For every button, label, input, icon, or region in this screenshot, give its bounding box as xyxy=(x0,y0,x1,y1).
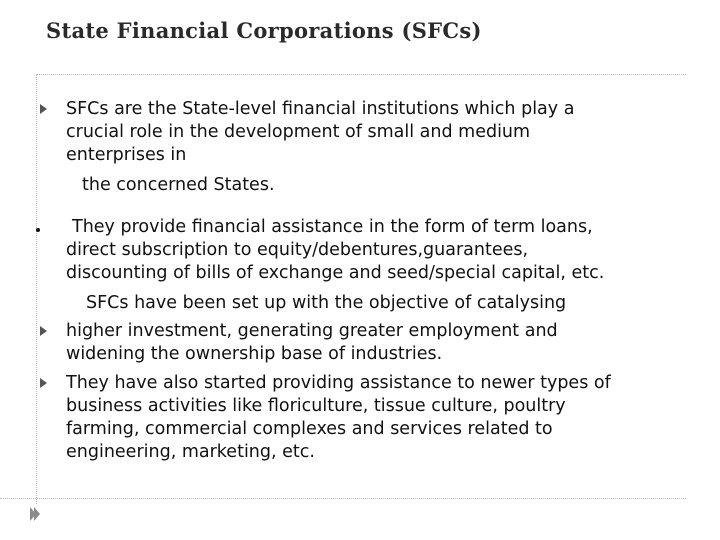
bullet-4-line-3: farming, commercial complexes and services related to xyxy=(66,419,553,439)
arrow-bullet-icon xyxy=(40,104,47,114)
dot-bullet-icon xyxy=(36,228,40,232)
bullet-1-line-3: enterprises in xyxy=(66,145,187,165)
arrow-bullet-icon xyxy=(40,378,47,388)
bullet-4-line-4: engineering, marketing, etc. xyxy=(66,442,315,462)
bullet-1-line-1: SFCs are the State-level financial institutions which play a xyxy=(66,99,575,119)
top-divider xyxy=(36,74,686,75)
bullet-2-line-4: SFCs have been set up with the objective of catalysing xyxy=(86,293,567,313)
bullet-2-line-1: They provide financial assistance in the form of term loans, xyxy=(72,217,593,237)
bullet-4-line-2: business activities like floriculture, tissue culture, poultry xyxy=(66,396,566,416)
arrow-bullet-icon xyxy=(40,326,47,336)
bullet-3-line-2: widening the ownership base of industries. xyxy=(66,344,443,364)
bullet-3-line-1: higher investment, generating greater employment and xyxy=(66,321,558,341)
bullet-1-line-4: the concerned States. xyxy=(82,175,275,195)
bullet-2-line-3: discounting of bills of exchange and seed/special capital, etc. xyxy=(66,263,605,283)
bullet-1-line-2: crucial role in the development of small and medium xyxy=(66,122,531,142)
bullet-2-line-2: direct subscription to equity/debentures,guarantees, xyxy=(66,240,529,260)
left-divider xyxy=(36,74,37,504)
bullet-4-line-1: They have also started providing assistance to newer types of xyxy=(66,373,611,393)
slide-title: State Financial Corporations (SFCs) xyxy=(46,18,482,43)
bottom-divider xyxy=(0,498,686,499)
double-chevron-icon xyxy=(29,506,41,522)
